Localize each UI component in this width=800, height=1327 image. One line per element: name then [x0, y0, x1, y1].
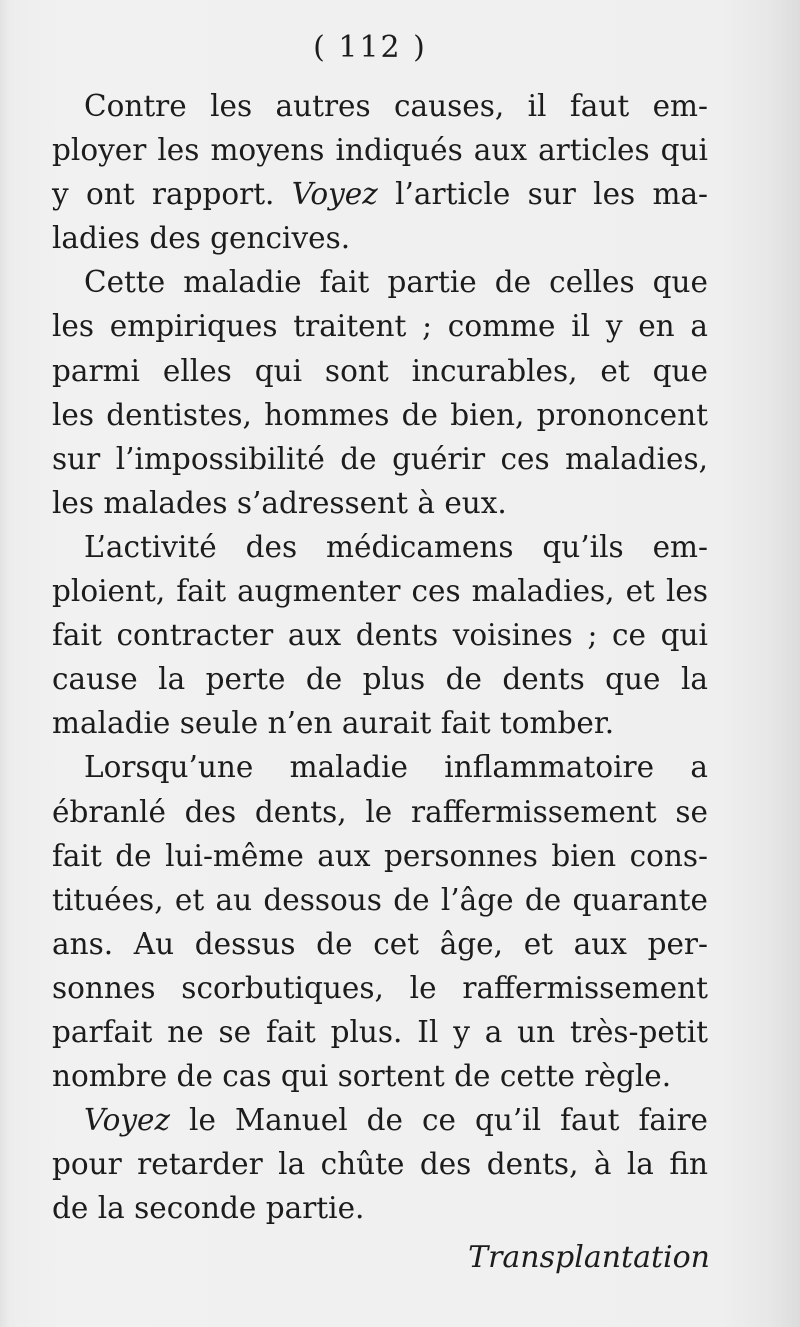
paragraph — [52, 1098, 708, 1230]
italic-text: Voyez — [291, 177, 378, 212]
text-line — [52, 481, 708, 525]
text-segment: pour retarder la chûte des dents, à la fin — [52, 1147, 708, 1182]
text-segment: les empiriques traitent ; comme il y en a — [52, 309, 708, 344]
text-segment: fait contracter aux dents voisines ; ce qui — [52, 618, 708, 653]
text-segment: les malades s’adressent à eux. — [52, 485, 507, 520]
text-segment: parfait ne se fait plus. Il y a un très-petit — [52, 1014, 708, 1049]
text-segment: Lorsqu’une maladie inflammatoire a — [84, 750, 708, 785]
paragraph — [52, 745, 708, 1098]
text-line — [52, 922, 708, 966]
text-segment: cause la perte de plus de dents que la — [52, 662, 708, 697]
text-segment: ladies des gencives. — [52, 221, 351, 256]
text-line — [52, 657, 708, 701]
text-segment: L’activité des médicamens qu’ils em- — [84, 529, 708, 564]
text-segment: maladie seule n’en aurait fait tomber. — [52, 706, 615, 741]
text-segment: les dentistes, hommes de bien, prononcent — [52, 397, 708, 432]
text-segment: sur l’impossibilité de guérir ces maladies, — [52, 441, 708, 476]
text-line — [52, 128, 708, 172]
text-line — [52, 172, 708, 216]
paragraph — [52, 260, 708, 525]
paragraph — [52, 84, 708, 260]
text-segment: tituées, et au dessous de l’âge de quarante — [52, 882, 708, 917]
text-line — [52, 216, 708, 260]
text-segment: ploient, fait augmenter ces maladies, et les — [52, 574, 708, 609]
text-line — [52, 393, 708, 437]
text-segment: ans. Au dessus de cet âge, et aux per- — [52, 926, 708, 961]
body-text — [52, 84, 708, 1230]
text-segment: l’article sur les ma- — [377, 177, 709, 212]
paragraph — [52, 525, 708, 745]
text-line — [52, 745, 708, 789]
text-segment: le Manuel de ce qu’il faut faire — [170, 1103, 708, 1138]
text-segment: de la seconde partie. — [52, 1191, 365, 1226]
text-segment: fait de lui-même aux personnes bien cons- — [52, 838, 708, 873]
text-segment: y ont rapport. — [52, 177, 292, 212]
text-line — [52, 304, 708, 348]
text-segment: sonnes scorbutiques, le raffermissement — [52, 970, 708, 1005]
text-segment: Contre les autres causes, il faut em- — [84, 89, 708, 123]
text-segment: parmi elles qui sont incurables, et que — [52, 353, 708, 388]
text-line — [52, 834, 708, 878]
text-line — [52, 1142, 708, 1186]
text-line — [52, 260, 708, 304]
text-line — [52, 84, 708, 128]
text-segment: Cette maladie fait partie de celles que — [84, 265, 708, 300]
text-line — [52, 701, 708, 745]
text-line — [52, 569, 708, 613]
text-line — [52, 613, 708, 657]
page-number: ( 112 ) — [313, 30, 427, 65]
text-line — [52, 966, 708, 1010]
text-line — [52, 790, 708, 834]
text-segment: ployer les moyens indiqués aux articles qui — [52, 133, 708, 168]
text-segment: nombre de cas qui sortent de cette règle. — [52, 1059, 672, 1094]
text-line — [52, 878, 708, 922]
text-line — [52, 1010, 708, 1054]
italic-text: Voyez — [84, 1103, 171, 1138]
text-line — [52, 1098, 708, 1142]
text-line — [52, 1186, 708, 1230]
text-line — [52, 525, 708, 569]
text-segment: ébranlé des dents, le raffermissement se — [52, 794, 708, 829]
text-line — [52, 437, 708, 481]
catchword: Transplantation — [468, 1240, 710, 1275]
text-line — [52, 1054, 708, 1098]
text-line — [52, 349, 708, 393]
